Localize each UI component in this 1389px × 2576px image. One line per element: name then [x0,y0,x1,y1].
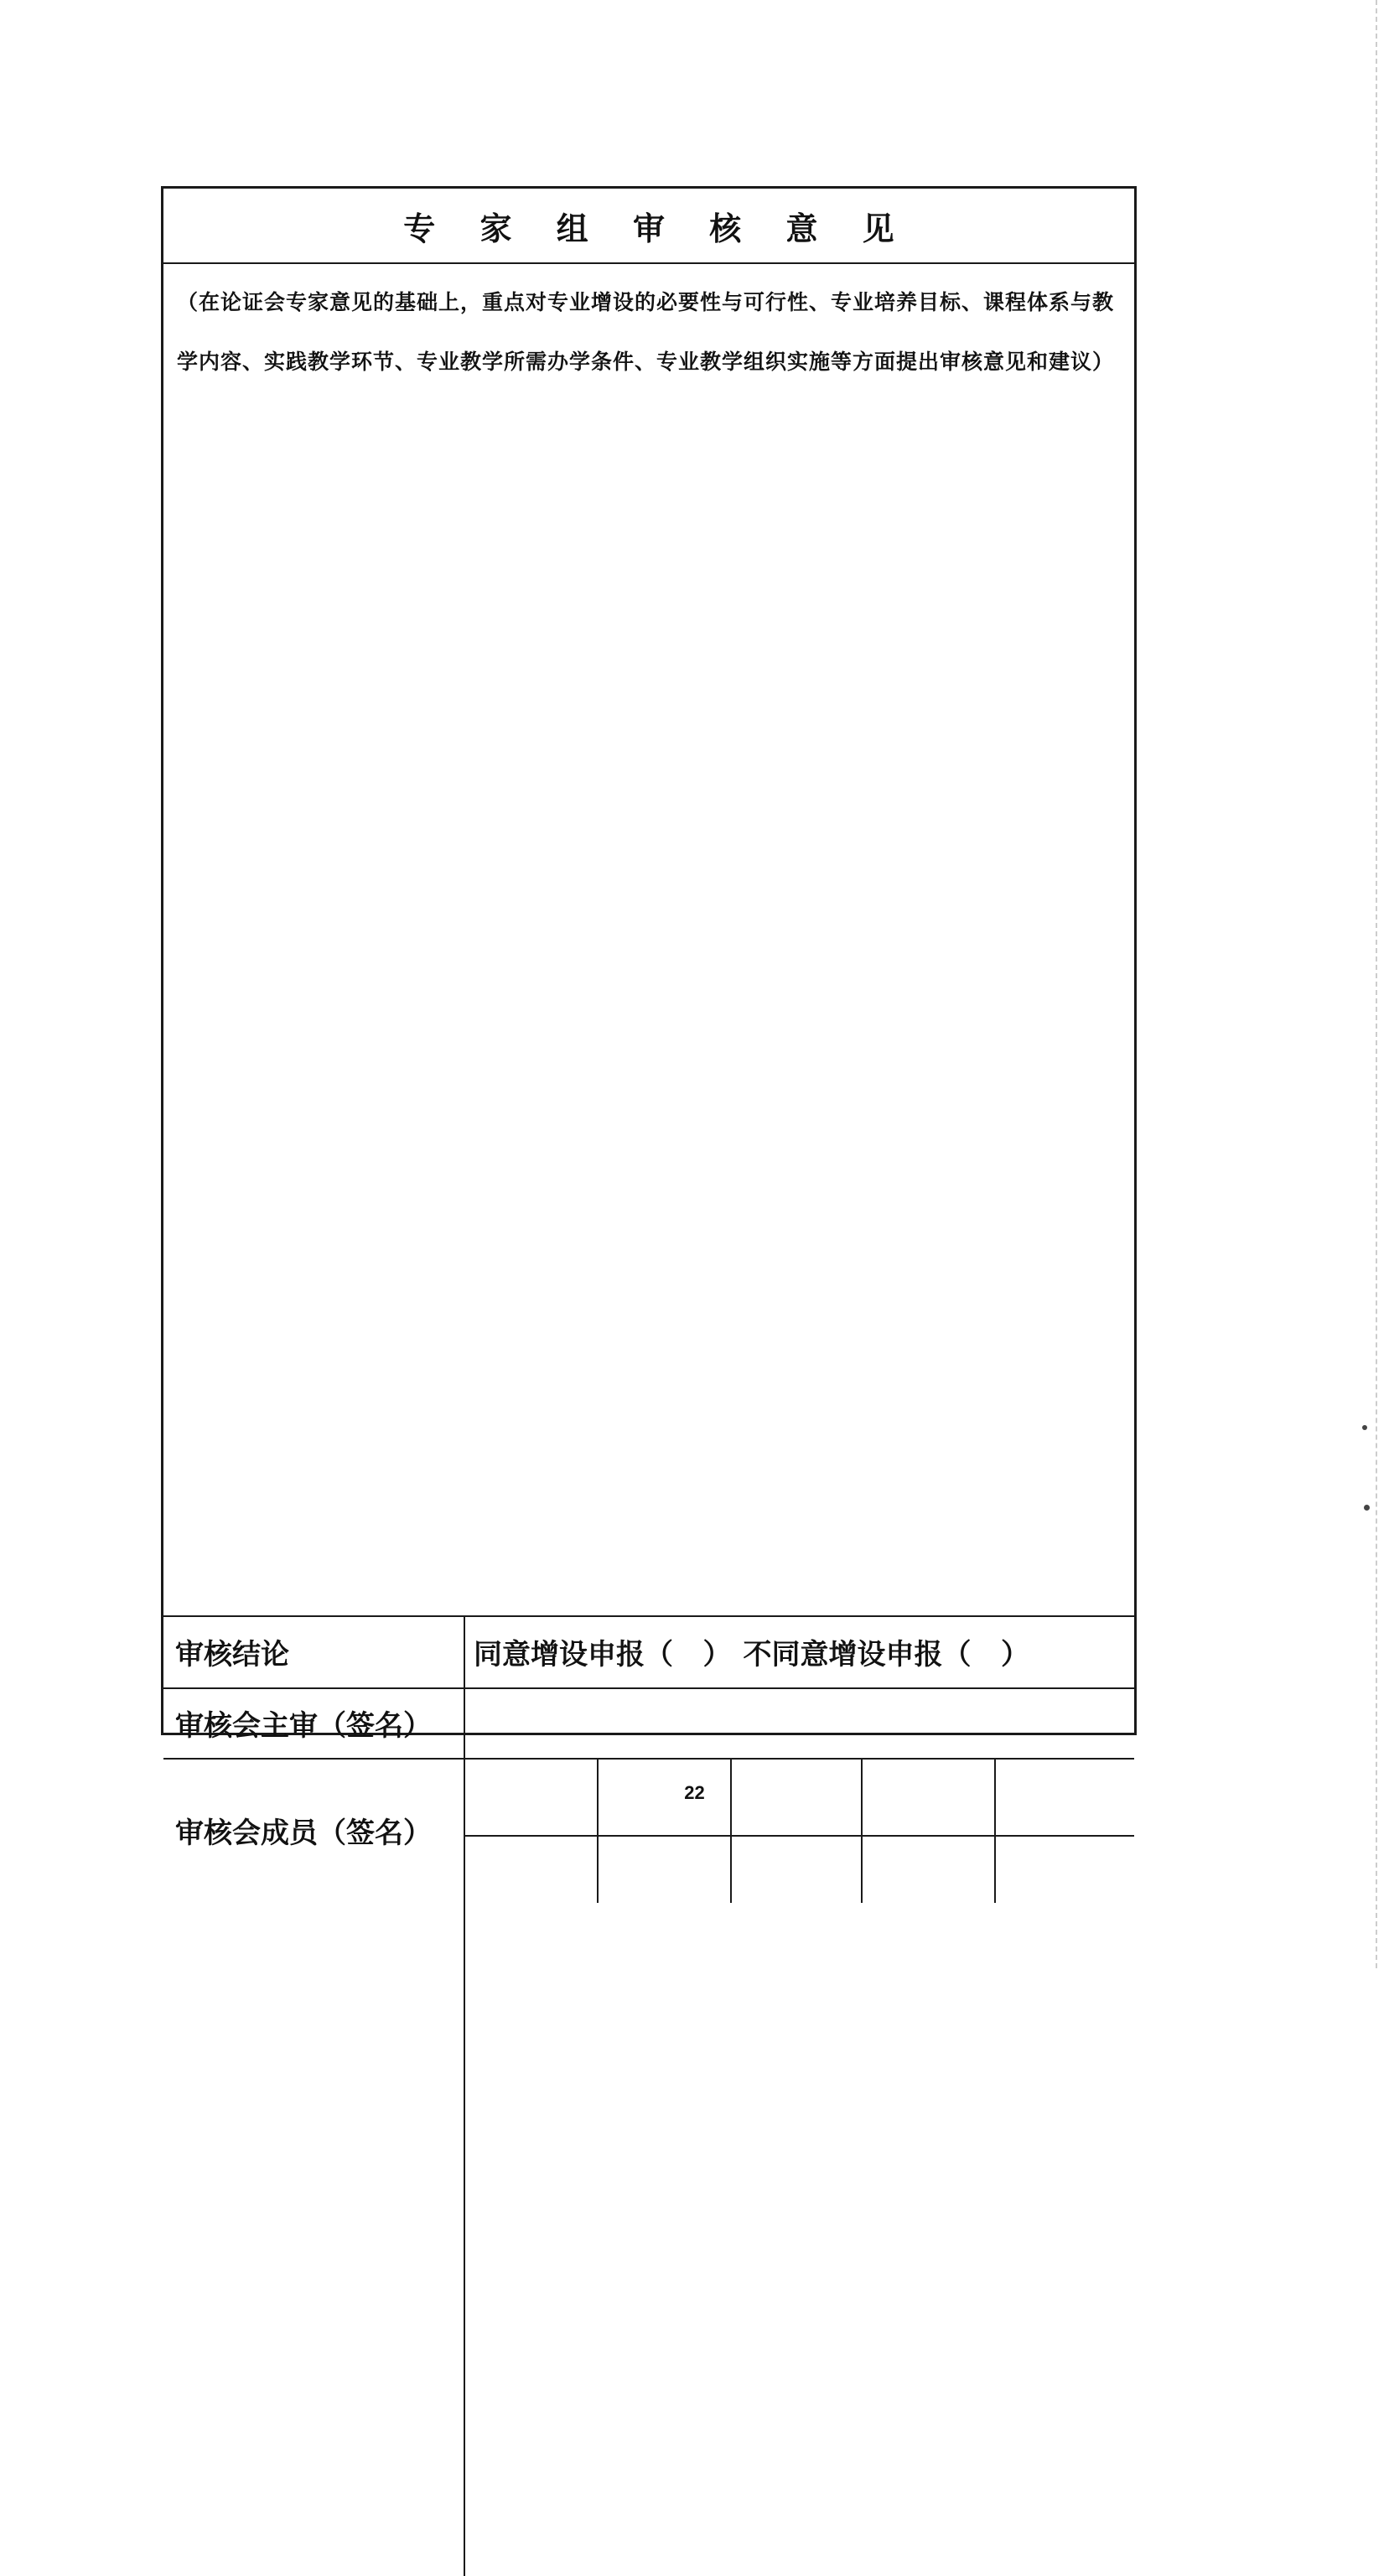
members-signature-grid [465,1760,1134,1903]
form-title-row [163,189,1134,264]
chief-reviewer-label: 审核会主审（签名） [175,1708,432,1743]
scan-speck [1364,1505,1370,1511]
chief-reviewer-signature-field[interactable] [465,1689,1134,1758]
disagree-option[interactable]: 不同意增设申报（ ） [743,1637,1030,1672]
scan-speck [1362,1425,1367,1430]
member-signature-cell[interactable] [599,1837,730,1903]
opinion-writing-area[interactable] [163,264,1134,1615]
member-signature-cell[interactable] [996,1837,1134,1903]
scan-edge-artifact [1376,0,1377,1968]
conclusion-options [474,1615,1029,1687]
form-title: 专 家 组 审 核 意 见 [403,209,911,247]
member-signature-cell[interactable] [732,1837,861,1903]
instruction-text: （在论证会专家意见的基础上，重点对专业增设的必要性与可行性、专业培养目标、课程体系与教学内容、实践教学环节、专业教学所需办学条件、专业教学组织实施等方面提出审核意见和建议） [177,290,1115,374]
conclusion-label: 审核结论 [175,1637,289,1672]
agree-option[interactable]: 同意增设申报（ ） [474,1637,732,1672]
page-number: 22 [684,1782,705,1803]
members-label: 审核会成员（签名） [175,1817,432,1850]
member-signature-cell[interactable] [465,1837,597,1903]
member-signature-cell[interactable] [863,1837,994,1903]
